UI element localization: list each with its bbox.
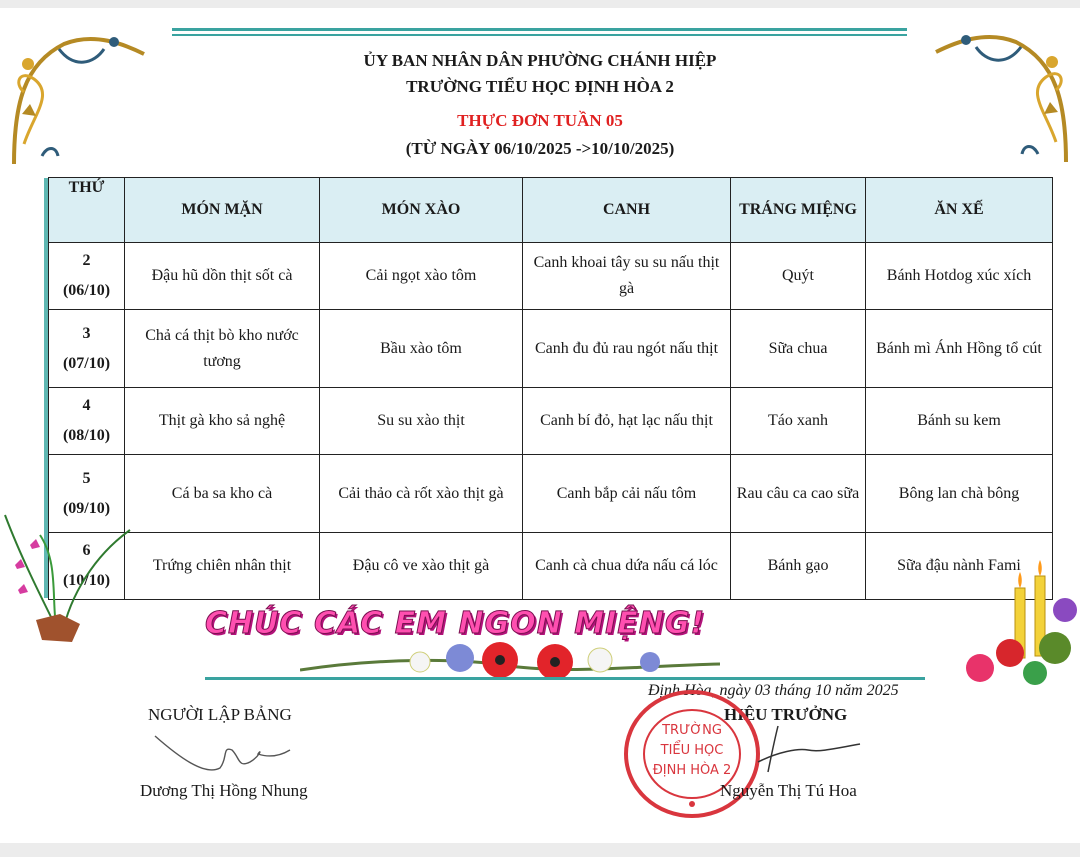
day-number: 2 <box>82 252 91 269</box>
principal-name: Nguyễn Thị Tú Hoa <box>720 781 857 800</box>
main-dish-cell: Cá ba sa kho cà <box>125 455 320 533</box>
day-cell <box>49 310 125 388</box>
stamp-line-2: TIỂU HỌC <box>660 743 724 758</box>
snack-cell: Bánh su kem <box>866 388 1053 455</box>
snack-cell: Bông lan chà bông <box>866 455 1053 533</box>
day-date: (09/10) <box>62 499 111 517</box>
day-date: (10/10) <box>62 572 111 589</box>
day-number: 4 <box>82 397 91 414</box>
school-name: TRƯỜNG TIỂU HỌC ĐỊNH HÒA 2 <box>406 77 674 96</box>
day-number: 5 <box>82 469 91 487</box>
weekly-menu-table <box>48 177 1053 600</box>
snack-cell: Bánh Hotdog xúc xích <box>866 243 1053 310</box>
dessert-cell: Sữa chua <box>731 310 866 388</box>
table-row <box>49 310 1053 388</box>
day-number: 3 <box>82 324 91 342</box>
soup-cell: Canh đu đủ rau ngót nấu thịt <box>523 310 731 388</box>
principal-title: HIỆU TRƯỞNG <box>724 705 848 724</box>
snack-cell: Bánh mì Ánh Hồng tổ cút <box>866 310 1053 388</box>
column-header-main-dish: MÓN MẶN <box>125 178 320 243</box>
day-cell <box>49 388 125 455</box>
day-cell <box>49 243 125 310</box>
table-row <box>49 533 1053 600</box>
day-date: (08/10) <box>62 427 111 444</box>
date-range: (TỪ NGÀY 06/10/2025 ->10/10/2025) <box>405 139 675 158</box>
stir-fry-cell: Đậu cô ve xào thịt gà <box>320 533 523 600</box>
preparer-name: Dương Thị Hồng Nhung <box>140 781 308 800</box>
table-row <box>49 243 1053 310</box>
page-title: THỰC ĐƠN TUẦN 05 <box>457 111 623 130</box>
snack-cell: Sữa đậu nành Fami <box>866 533 1053 600</box>
soup-cell: Canh khoai tây su su nấu thịt gà <box>523 243 731 310</box>
candles-flowers-decoration-icon <box>960 548 1080 703</box>
stir-fry-cell: Bầu xào tôm <box>320 310 523 388</box>
bottom-rule <box>205 677 925 680</box>
stamp-line-1: TRƯỜNG <box>662 723 722 738</box>
stamp-line-3: ĐỊNH HÒA 2 <box>652 763 732 778</box>
signing-date: Định Hòa, ngày 03 tháng 10 năm 2025 <box>648 682 899 699</box>
top-rule-secondary <box>172 34 907 36</box>
column-header-day: THỨ <box>49 178 125 243</box>
dessert-cell: Bánh gạo <box>731 533 866 600</box>
bottom-border <box>0 843 1080 857</box>
day-date: (07/10) <box>62 354 111 372</box>
stir-fry-cell: Su su xào thịt <box>320 388 523 455</box>
main-dish-cell: Thịt gà kho sả nghệ <box>125 388 320 455</box>
day-date: (06/10) <box>62 282 111 299</box>
main-dish-cell: Trứng chiên nhân thịt <box>125 533 320 600</box>
preparer-title: NGƯỜI LẬP BẢNG <box>148 705 292 724</box>
soup-cell: Canh bí đỏ, hạt lạc nấu thịt <box>523 388 731 455</box>
soup-cell: Canh cà chua dứa nấu cá lóc <box>523 533 731 600</box>
orchid-decoration-icon <box>0 495 140 650</box>
dessert-cell: Rau câu ca cao sữa <box>731 455 866 533</box>
table-row <box>49 455 1053 533</box>
column-header-dessert: TRÁNG MIỆNG <box>731 178 866 243</box>
stir-fry-cell: Cải thảo cà rốt xào thịt gà <box>320 455 523 533</box>
column-header-stir-fry: MÓN XÀO <box>320 178 523 243</box>
top-rule <box>172 28 907 31</box>
dessert-cell: Táo xanh <box>731 388 866 455</box>
soup-cell: Canh bắp cải nấu tôm <box>523 455 731 533</box>
authority-name: ỦY BAN NHÂN DÂN PHƯỜNG CHÁNH HIỆP <box>363 51 717 70</box>
main-dish-cell: Chả cá thịt bò kho nước tương <box>125 310 320 388</box>
top-border <box>0 0 1080 8</box>
main-dish-cell: Đậu hũ dồn thịt sốt cà <box>125 243 320 310</box>
column-header-soup: CANH <box>523 178 731 243</box>
principal-signature-icon <box>748 722 868 787</box>
day-number: 6 <box>82 542 91 559</box>
column-header-snack: ĂN XẾ <box>866 178 1053 243</box>
preparer-signature-icon <box>150 728 300 783</box>
stir-fry-cell: Cải ngọt xào tôm <box>320 243 523 310</box>
table-row <box>49 388 1053 455</box>
slogan-banner: CHÚC CÁC EM NGON MIỆNG! <box>205 606 706 641</box>
dessert-cell: Quýt <box>731 243 866 310</box>
table-header-row <box>49 178 1053 243</box>
